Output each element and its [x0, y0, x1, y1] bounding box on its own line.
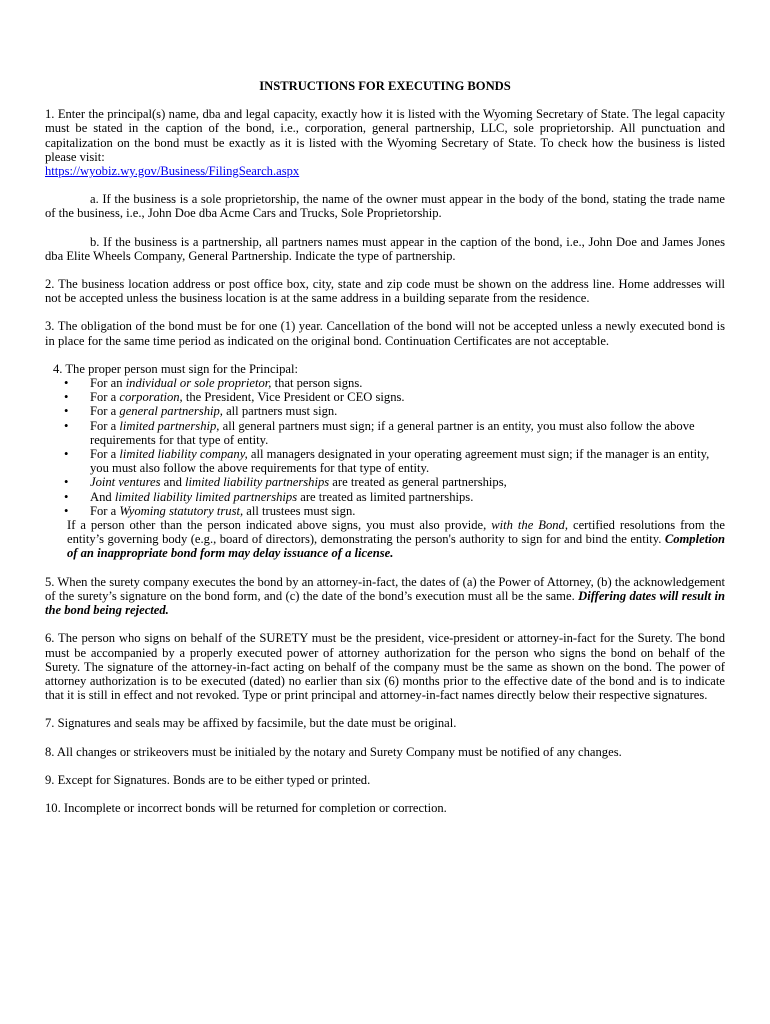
bullet-icon: • [64, 447, 69, 462]
section-4-heading: 4. The proper person must sign for the Principal: [53, 361, 298, 376]
bullet-icon: • [64, 475, 69, 490]
section-8: 8. All changes or strikeovers must be initialed by the notary and Surety Company must be notified of any changes. [45, 744, 622, 759]
signer-list [45, 376, 725, 518]
section-1b: b. If the business is a partnership, all partners names must appear in the caption of the bond, i.e., John Doe and James Jones dba Elite Wheels Company, General Partnership. Indicate the type of partnership. [45, 234, 725, 263]
bullet-icon: • [64, 390, 69, 405]
section-4-note: If a person other than the person indicated above signs, you must also provide, with the Bond, certified resolutions from the entity’s governing body (e.g., board of directors), demonstrating the person's authority to sign for and bind the entity. Completion of an inappropriate bond form may delay issuance of a license. [67, 518, 725, 561]
list-item: • And limited liability limited partnerships are treated as limited partnerships. [64, 489, 474, 504]
section-2: 2. The business location address or post office box, city, state and zip code must be shown on the address line. Home addresses will not be accepted unless the business location is at the same address in a building separate from the residence. [45, 277, 725, 306]
section-1-text: 1. Enter the principal(s) name, dba and legal capacity, exactly how it is listed with the Wyoming Secretary of State. The legal capacity must be stated in the caption of the bond, i.e., corporation, general partnership, LLC, sole proprietorship. All punctuation and capitalization on the bond must be exactly as it is listed with the Wyoming Secretary of State. To check how the business is listed please visit: [45, 107, 725, 164]
list-item: • Joint ventures and limited liability partnerships are treated as general partnerships, [64, 475, 507, 490]
bullet-icon: • [64, 376, 69, 391]
list-item: • For a limited partnership, all general partners must sign; if a general partner is an entity, you must also follow the above requirements for that type of entity. [64, 418, 695, 447]
section-6: 6. The person who signs on behalf of the SURETY must be the president, vice-president or attorney-in-fact for the Surety. The bond must be accompanied by a properly executed power of attorney authorization for the person who signs the bond on behalf of the Surety. The signature of the attorney-in-fact acting on behalf of the company must be the same as shown on the bond. The power of attorney authorization is to be executed (dated) no earlier than six (6) months prior to the effective date of the bond and is to indicate that it is still in effect and not revoked. Type or print principal and attorney-in-fact names directly below their respective signatures. [45, 631, 725, 703]
section-9: 9. Except for Signatures. Bonds are to be either typed or printed. [45, 772, 371, 787]
section-5: 5. When the surety company executes the bond by an attorney-in-fact, the dates of (a) the Power of Attorney, (b) the acknowledgement of the surety’s signature on the bond form, and (c) the date of the bond’s execution must all be the same. Differing dates will result in the bond being rejected. [45, 574, 725, 618]
list-item: • For a limited liability company, all managers designated in your operating agreement must sign; if the manager is an entity, you must also follow the above requirements for that type of entity. [64, 447, 710, 476]
section-1a: a. If the business is a sole proprietorship, the name of the owner must appear in the body of the bond, stating the trade name of the business, i.e., John Doe dba Acme Cars and Trucks, Sole Proprietorship. [45, 192, 725, 221]
bullet-icon: • [64, 503, 69, 518]
page-title: INSTRUCTIONS FOR EXECUTING BONDS [259, 79, 511, 93]
bullet-icon: • [64, 489, 69, 504]
list-item: • For a general partnership, all partners must sign. [64, 404, 338, 419]
list-item: • For an individual or sole proprietor, that person signs. [64, 376, 363, 391]
list-item: • For a Wyoming statutory trust, all trustees must sign. [64, 503, 356, 518]
bullet-icon: • [64, 404, 69, 419]
bullet-icon: • [64, 418, 69, 433]
section-10: 10. Incomplete or incorrect bonds will be returned for completion or correction. [45, 800, 447, 815]
section-7: 7. Signatures and seals may be affixed by facsimile, but the date must be original. [45, 716, 457, 731]
section-3: 3. The obligation of the bond must be for one (1) year. Cancellation of the bond will not be accepted unless a newly executed bond is in place for the same time period as indicated on the original bond. Continuation Certificates are not acceptable. [45, 319, 725, 348]
section-1 [45, 107, 725, 263]
filing-search-link[interactable]: https://wyobiz.wy.gov/Business/FilingSearch.aspx [45, 164, 300, 179]
section-4 [45, 362, 725, 561]
list-item: • For a corporation, the President, Vice President or CEO signs. [64, 390, 405, 405]
document-body [45, 79, 725, 815]
